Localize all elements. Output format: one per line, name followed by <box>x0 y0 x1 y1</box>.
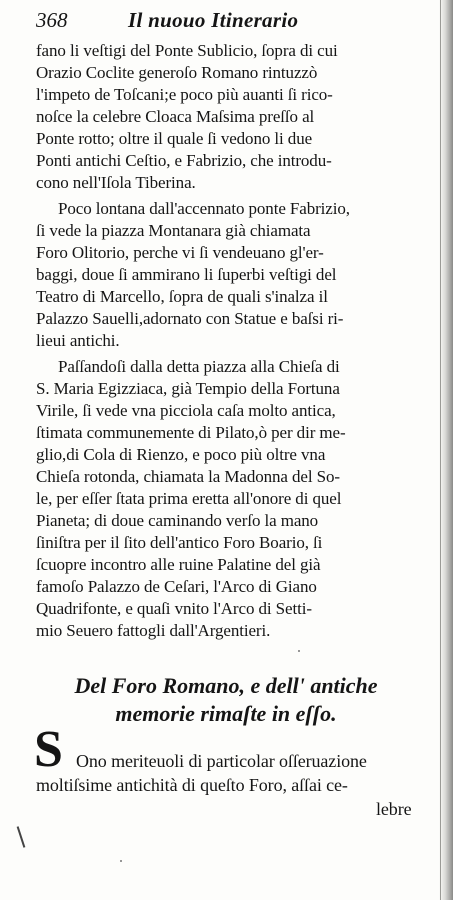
section-heading-line-2: memorie rimaſte in eſſo. <box>115 701 337 726</box>
text-line: l'impeto de Toſcani;e poco più auanti ſi rico- <box>36 85 333 104</box>
text-line: cono nell'Iſola Tiberina. <box>36 173 196 192</box>
text-line: ſi vede la piazza Montanara già chiamata <box>36 221 311 240</box>
page-edge-line <box>440 0 441 900</box>
text-line: Paſſandoſi dalla detta piazza alla Chieſa di <box>58 357 340 376</box>
text-line: glio,di Cola di Rienzo, e poco più oltre vna <box>36 445 326 464</box>
text-line: ſtimata communemente di Pilato,ò per dir me- <box>36 423 346 442</box>
text-line: Quadrifonte, e quaſi vnito l'Arco di Setti- <box>36 599 312 618</box>
text-line: Pianeta; di doue caminando verſo la mano <box>36 511 319 530</box>
paper-speck <box>298 650 300 652</box>
page-edge-shadow <box>439 0 453 900</box>
text-line: le, per eſſer ſtata prima eretta all'onore di quel <box>36 489 342 508</box>
text-line: Poco lontana dall'accennato ponte Fabrizio, <box>58 199 350 218</box>
text-line: Palazzo Sauelli,adornato con Statue e baſsi ri- <box>36 309 344 328</box>
text-line: Ono meriteuoli di particolar oſſeruazione <box>76 751 367 771</box>
section-heading-line-1: Del Foro Romano, e dell' antiche <box>74 673 378 698</box>
text-line: famoſo Palazzo de Ceſari, l'Arco di Giano <box>36 577 317 596</box>
text-line: Ponti antichi Ceſtio, e Fabrizio, che introdu- <box>36 151 332 170</box>
running-title: Il nuouo Itinerario <box>128 8 299 32</box>
text-line: ſcuopre incontro alle ruine Palatine del già <box>36 555 321 574</box>
text-line: Virile, ſi vede vna picciola caſa molto antica, <box>36 401 336 420</box>
text-line: baggi, doue ſi ammirano li ſuperbi veſtigi del <box>36 265 337 284</box>
text-line: noſce la celebre Cloaca Maſsima preſſo al <box>36 107 315 126</box>
text-line: fano li veſtigi del Ponte Sublicio, ſopra di cui <box>36 41 338 60</box>
text-line: lebre <box>376 799 412 819</box>
text-line: Ponte rotto; oltre il quale ſi vedono li due <box>36 129 313 148</box>
text-line: Chieſa rotonda, chiamata la Madonna del So- <box>36 467 340 486</box>
paper-speck <box>120 860 122 862</box>
text-line: ſiniſtra per il ſito dell'antico Foro Boario, ſi <box>36 533 323 552</box>
page-header <box>36 8 416 34</box>
text-line: lieui antichi. <box>36 331 120 350</box>
drop-cap: S <box>34 721 63 778</box>
text-line: S. Maria Egizziaca, già Tempio della Fortuna <box>36 379 340 398</box>
page-number: 368 <box>36 8 68 32</box>
text-line: Orazio Coclite generoſo Romano rintuzzò <box>36 63 318 82</box>
text-line: Teatro di Marcello, ſopra de quali s'inalza il <box>36 287 328 306</box>
ink-mark <box>17 826 26 848</box>
text-line: mio Seuero fattogli dall'Argentieri. <box>36 621 271 640</box>
text-line: Foro Olitorio, perche vi ſi vendeuano gl'er- <box>36 243 324 262</box>
text-line: moltiſsime antichità di queſto Foro, aſſai ce- <box>36 775 348 795</box>
